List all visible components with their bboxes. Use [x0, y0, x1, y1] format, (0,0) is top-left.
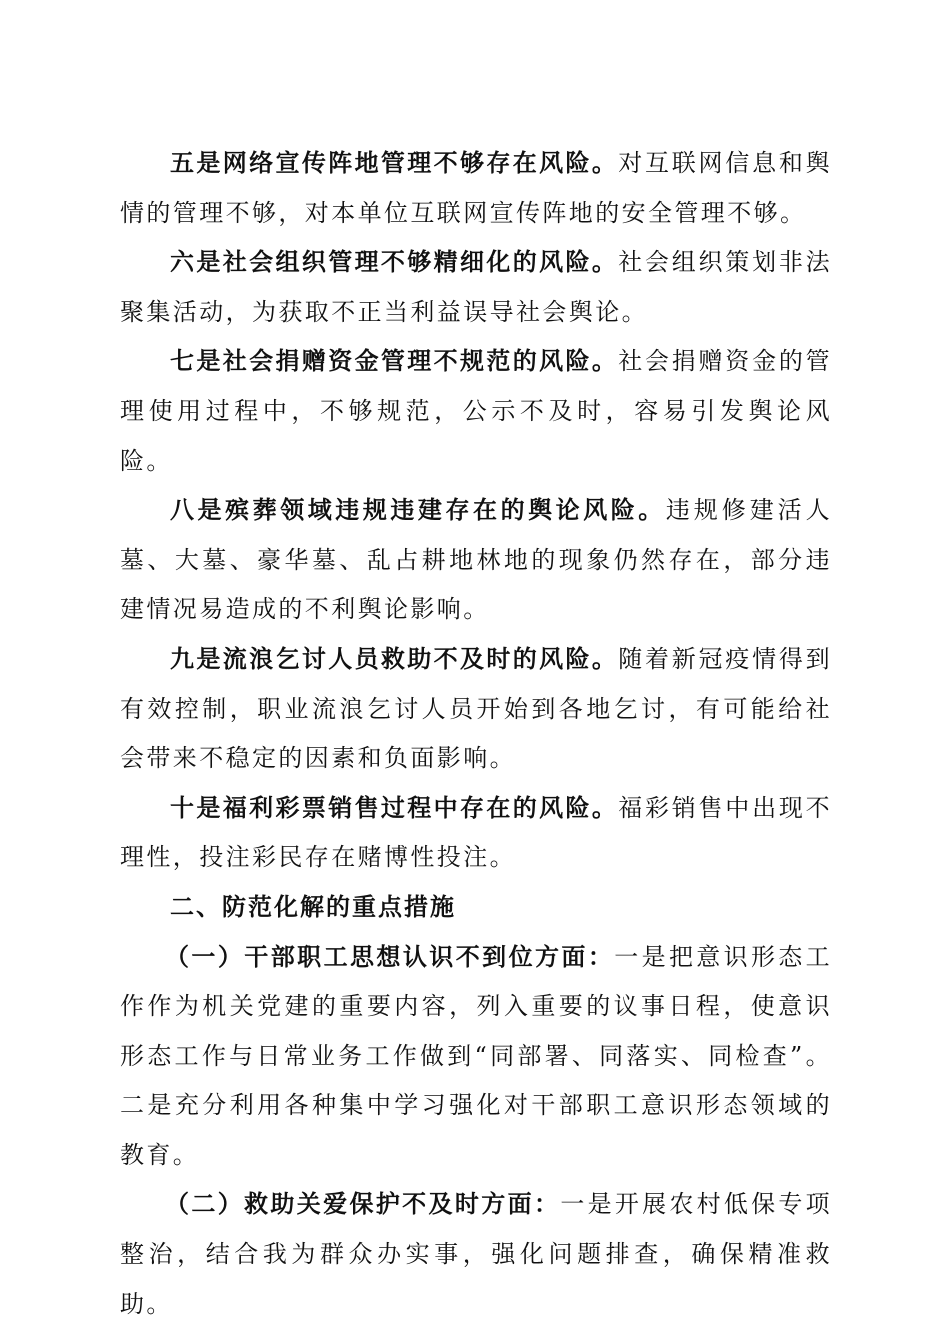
measure-2	[120, 1180, 832, 1329]
document-body	[120, 139, 832, 1329]
paragraph-text: 对互联网信息和舆情的管理不够，对本单位互联网宣传阵地的安全管理不够。	[120, 149, 832, 227]
paragraph-risk-9	[120, 635, 832, 784]
paragraph-risk-5	[120, 139, 832, 238]
paragraph-lead: 七是社会捐赠资金管理不规范的风险。	[170, 347, 619, 376]
paragraph-lead: 五是网络宣传阵地管理不够存在风险。	[170, 149, 619, 177]
paragraph-risk-10	[120, 784, 832, 883]
paragraph-lead: 八是殡葬领域违规违建存在的舆论风险。	[170, 496, 666, 525]
paragraph-text: 违规修建活人墓、大墓、豪华墓、乱占耕地林地的现象仍然存在，部分违建情况易造成的不利舆论影响。	[120, 496, 832, 624]
section-heading: 二、防范化解的重点措施	[170, 892, 456, 921]
paragraph-text: 社会组织策划非法聚集活动，为获取不正当利益误导社会舆论。	[120, 248, 832, 326]
paragraph-text: 社会捐赠资金的管理使用过程中，不够规范，公示不及时，容易引发舆论风险。	[120, 347, 832, 475]
paragraph-lead: 九是流浪乞讨人员救助不及时的风险。	[170, 644, 619, 673]
paragraph-risk-8	[120, 486, 832, 635]
paragraph-lead: 十是福利彩票销售过程中存在的风险。	[170, 793, 619, 822]
measure-lead: （一）干部职工思想认识不到位方面：	[165, 942, 615, 971]
paragraph-lead: 六是社会组织管理不够精细化的风险。	[170, 248, 619, 277]
measure-lead: （二）救助关爱保护不及时方面：	[165, 1190, 561, 1219]
paragraph-risk-7	[120, 337, 832, 486]
paragraph-text: 福彩销售中出现不理性，投注彩民存在赌博性投注。	[120, 793, 832, 872]
measure-text: 一是开展农村低保专项整治，结合我为群众办实事，强化问题排查，确保精准救助。	[120, 1190, 832, 1318]
paragraph-risk-6	[120, 238, 832, 337]
paragraph-text: 随着新冠疫情得到有效控制，职业流浪乞讨人员开始到各地乞讨，有可能给社会带来不稳定的因素和负面影响。	[120, 644, 832, 773]
measure-text: 一是把意识形态工作作为机关党建的重要内容，列入重要的议事日程，使意识形态工作与日常业务工作做到“同部署、同落实、同检查”。二是充分利用各种集中学习强化对干部职工意识形态领域的教育。	[120, 942, 832, 1169]
measure-1	[120, 933, 832, 1181]
